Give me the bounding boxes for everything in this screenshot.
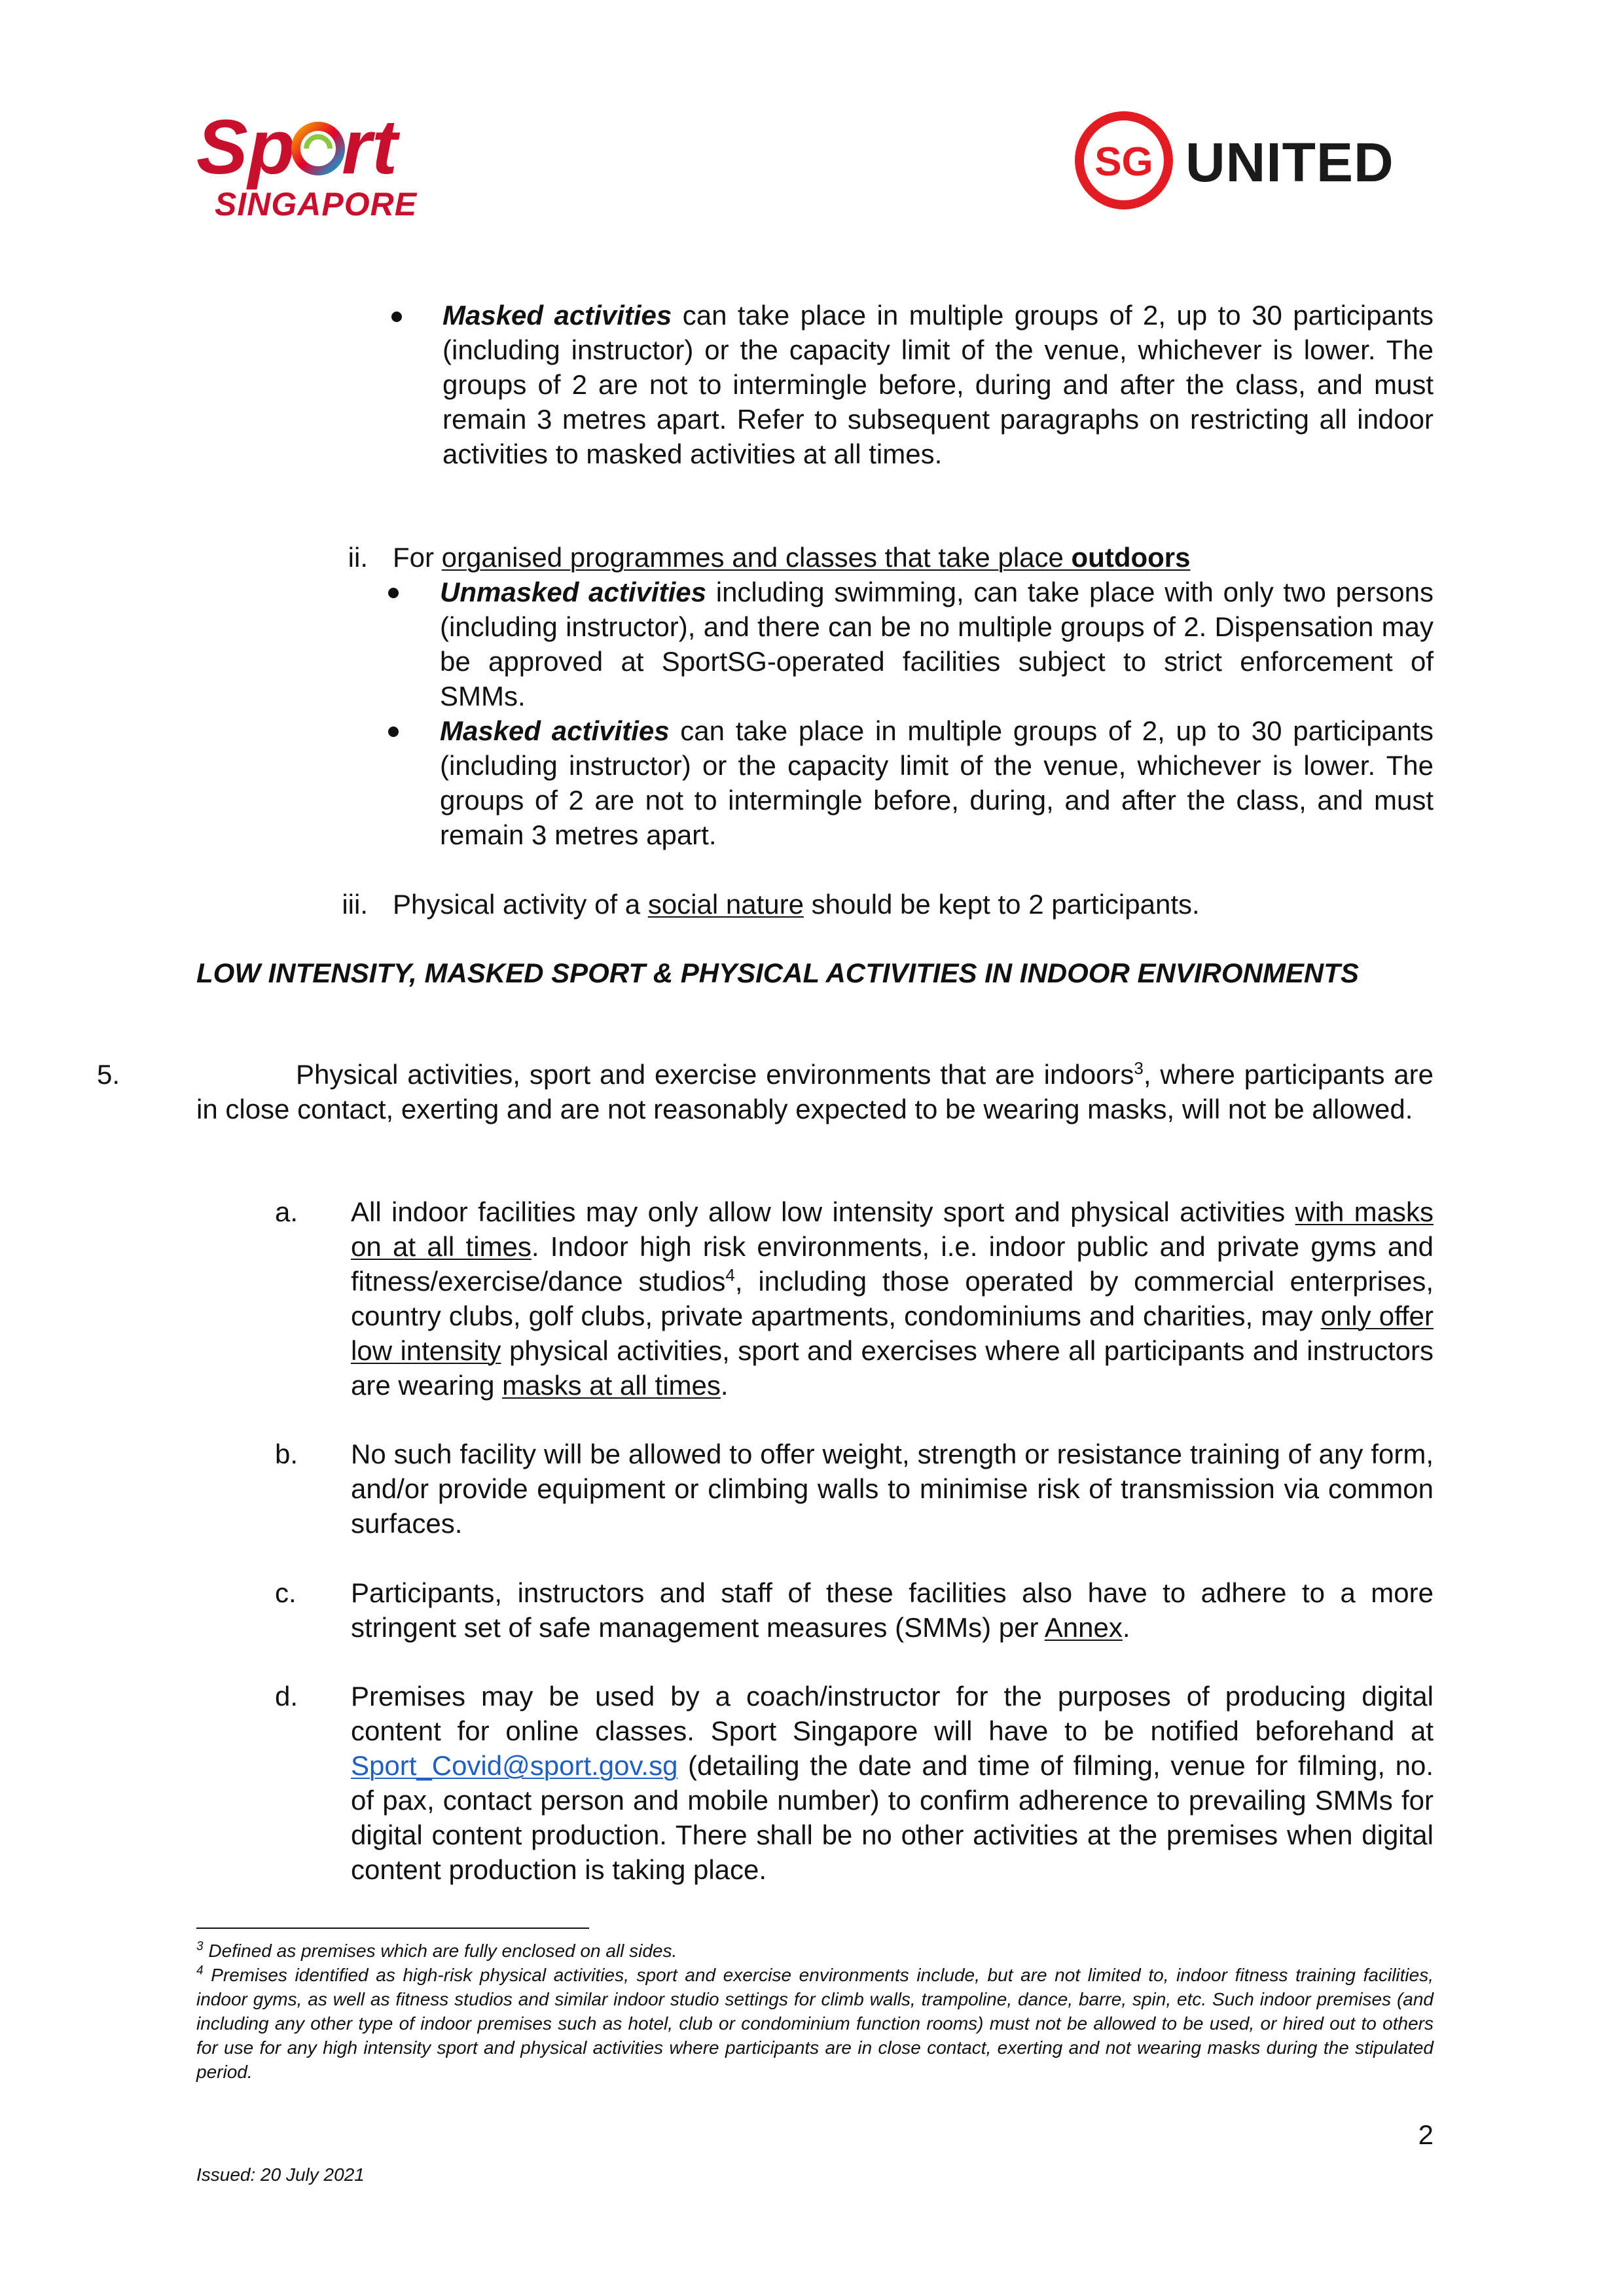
- sg-united-logo: [1070, 111, 1424, 209]
- footnote-divider: [196, 1928, 589, 1929]
- paragraph-number: 5.: [97, 1059, 120, 1090]
- item-c-marker: c.: [275, 1577, 297, 1608]
- item-c-text: Participants, instructors and staff of these facilities also have to adhere to a more stringent set of safe management measures (SMMs) per Annex.: [351, 1577, 1434, 1643]
- email-link[interactable]: Sport_Covid@sport.gov.sg: [351, 1750, 678, 1781]
- footnote-4: $^4$ Premises identified as high-risk physical activities, sport and exercise environments include, but are not limited to, indoor fitness training facilities, indoor gyms, as well as fitness studios and similar indoor studio settings for climb walls, trampoline, dance, barre, spin, etc. Such indoor premises (and including any other type of indoor premises such as hotel, club or condominium function rooms) must not be allowed to be used, or hired out to others for use for any high intensity sport and physical activities where participants are in close contact, exerting and not wearing masks during the stipulated period.: [196, 1964, 1434, 2082]
- svg-text:rt: rt: [342, 108, 398, 190]
- item-ii-marker: ii.: [348, 542, 368, 573]
- item-a-marker: a.: [275, 1196, 298, 1227]
- svg-text:SG: SG: [1094, 139, 1153, 185]
- sg-united-word: UNITED: [1185, 132, 1394, 193]
- svg-text:Sp: Sp: [196, 108, 295, 190]
- bullet-icon: [388, 588, 399, 598]
- item-b-marker: b.: [275, 1439, 298, 1469]
- issued-date: Issued: 20 July 2021: [196, 2164, 365, 2185]
- sport-singapore-logo: [196, 108, 445, 226]
- sg-badge-icon: [1070, 111, 1182, 209]
- section-heading: LOW INTENSITY, MASKED SPORT & PHYSICAL ACTIVITIES IN INDOOR ENVIRONMENTS: [196, 958, 1359, 988]
- item-iii-text: Physical activity of a social nature should be kept to 2 participants.: [393, 889, 1200, 920]
- item-iii-marker: iii.: [342, 889, 368, 920]
- bullet-unmasked-activities: Unmasked activities including swimming, can take place with only two persons (including instructor), and there can be no multiple groups of 2. Dispensation may be approved at SportSG-operated facilities subject to strict enforcement of SMMs.: [440, 577, 1434, 711]
- item-d-text: Premises may be used by a coach/instructor for the purposes of producing digital content for online classes. Sport Singapore will have to be notified beforehand at Sport_Covid@sport.gov.sg (detailing the date and time of filming, venue for filming, no. of pax, contact person and mobile number) to confirm adherence to prevailing SMMs for digital content production. There shall be no other activities at the premises when digital content production is taking place.: [351, 1681, 1434, 1885]
- bullet-icon: [388, 726, 399, 737]
- item-a-text: All indoor facilities may only allow low intensity sport and physical activities with masks on at all times. Indoor high risk environments, i.e. indoor public and private gyms and fitness/exercise/dance studios$^4$, including those operated by commercial enterprises, country clubs, golf clubs, private apartments, condominiums and charities, may only offer low intensity physical activities, sport and exercises where all participants and instructors are wearing masks at all times.: [351, 1196, 1434, 1401]
- sport-logo-subtitle: SINGAPORE: [215, 186, 418, 223]
- bullet-masked-activities-top: Masked activities can take place in multiple groups of 2, up to 30 participants (including instructor) or the capacity limit of the venue, whichever is lower. The groups of 2 are not to intermingle before, during and after the class, and must remain 3 metres apart. Refer to subsequent paragraphs on restricting all indoor activities to masked activities at all times.: [442, 300, 1434, 469]
- page-number: 2: [1418, 2119, 1434, 2150]
- bullet-icon: [391, 312, 402, 322]
- item-ii-text: For organised programmes and classes that take place outdoors: [393, 542, 1191, 573]
- bullet-masked-activities: Masked activities can take place in multiple groups of 2, up to 30 participants (including instructor) or the capacity limit of the venue, whichever is lower. The groups of 2 are not to intermingle before, during, and after the class, and must remain 3 metres apart.: [440, 715, 1434, 850]
- paragraph-5: 5. Physical activities, sport and exercise environments that are indoors$^3$, where participants are in close contact, exerting and are not reasonably expected to be wearing masks, will not be allowed.: [97, 1058, 1434, 1124]
- footnote-3: $^3$ Defined as premises which are fully enclosed on all sides.: [196, 1939, 677, 1961]
- item-d-marker: d.: [275, 1681, 298, 1712]
- item-b-text: No such facility will be allowed to offer weight, strength or resistance training of any form, and/or provide equipment or climbing walls to minimise risk of transmission via common surfaces.: [351, 1439, 1434, 1539]
